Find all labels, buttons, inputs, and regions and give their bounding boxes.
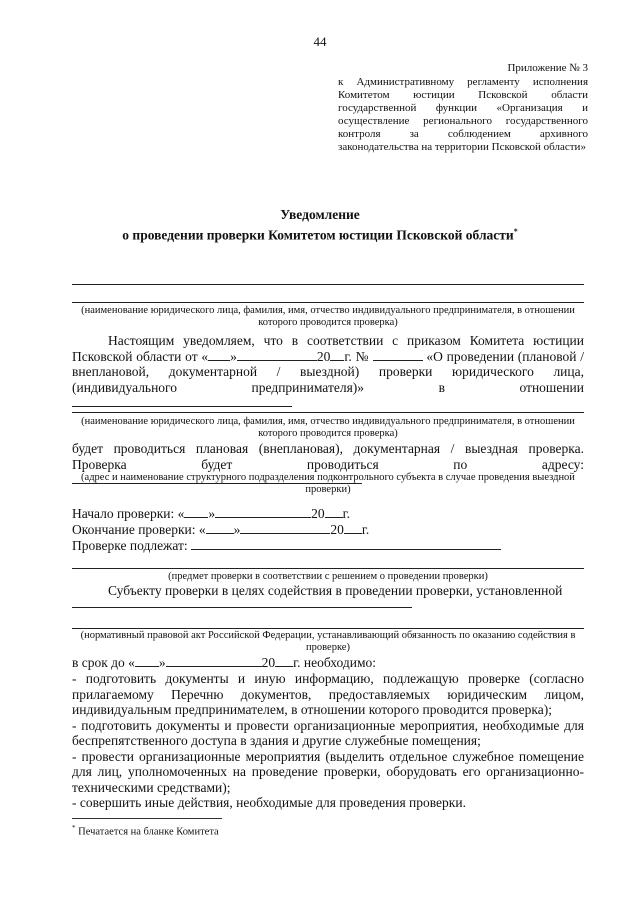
- appendix-text: к Административному регламенту исполнения Комитетом юстиции Псковской области государственной функции «Организация и осуществление регионального государственного контроля за соблюдением архивного законодательства на территории Псковской области»: [338, 76, 588, 153]
- title-line-2: о проведении проверки Комитетом юстиции Псковской области: [122, 227, 514, 243]
- end-text-c: 20: [330, 522, 344, 537]
- notice-text-d: г. №: [344, 348, 369, 364]
- deadline-text-b: »: [158, 655, 166, 670]
- appendix-title: Приложение № 3: [507, 62, 588, 74]
- assist-paragraph: [72, 583, 584, 599]
- order-number-field: [373, 349, 423, 361]
- start-day-field: [184, 506, 208, 518]
- deadline-month-field: [166, 655, 262, 667]
- assist-line-1: [72, 607, 412, 608]
- start-month-field: [215, 506, 311, 518]
- conducted-text: будет проводиться плановая (внеплановая), документарная / выездная проверка. Проверка будет проводиться по адресу:: [72, 441, 584, 472]
- subject-line-2: [72, 568, 584, 569]
- deadline-day-field: [135, 655, 159, 667]
- subject-line: [72, 538, 584, 554]
- deadline-line: [72, 655, 584, 671]
- notice-text-a: Настоящим уведомляем, что в соответствии с приказом Комитета юстиции Псковской области от «: [72, 333, 584, 364]
- list-item: - провести организационные мероприятия (выделить отдельное служебное помещение для лиц, уполномоченных на проведение проверки, оборудовать его организационно-техническими средствами);: [72, 748, 584, 795]
- assist-text: Субъекту проверки в целях содействия в проведении проверки, установленной: [108, 583, 563, 598]
- footnote: [72, 824, 219, 838]
- end-text-b: »: [233, 522, 241, 537]
- title-footnote-mark: *: [513, 227, 518, 236]
- list-item: - совершить иные действия, необходимые для проведения проверки.: [72, 795, 466, 810]
- entity2-line: [72, 412, 584, 413]
- subject-hint: (предмет проверки в соответствии с решением о проведении проверки): [168, 571, 488, 582]
- notice-paragraph: [72, 333, 584, 411]
- address-hint: (адрес и наименование структурного подразделения подконтрольного субъекта в случае проведения выездной проверки): [81, 472, 575, 495]
- end-line: [72, 522, 584, 538]
- items-list: [72, 671, 584, 811]
- start-year-field: [325, 506, 343, 518]
- end-year-field: [344, 522, 362, 534]
- notice-text-c: 20: [316, 348, 331, 364]
- deadline-text-d: г. необходимо:: [293, 655, 376, 670]
- start-text-c: 20: [311, 506, 325, 521]
- end-day-field: [206, 522, 234, 534]
- entity2-hint: (наименование юридического лица, фамилия, имя, отчество индивидуального предпринимателя, в отношении которого проводится проверка): [81, 416, 575, 439]
- appendix-block: [338, 62, 588, 154]
- footnote-mark: *: [72, 824, 76, 832]
- footnote-divider: [72, 818, 222, 819]
- act-hint: (нормативный правовой акт Российской Федерации, устанавливающий обязанность по оказанию содействия в проверке): [80, 630, 576, 653]
- notice-text-e: «О проведении (плановой / внеплановой, документарной / выездной) проверки юридического лица, (индивидуального предпринимателя)» в отношении: [72, 348, 585, 395]
- end-month-field: [240, 522, 330, 534]
- entity-line-1: [72, 284, 584, 285]
- entity-hint: (наименование юридического лица, фамилия, имя, отчество индивидуального предпринимателя, в отношении которого проводится проверка): [81, 305, 575, 328]
- end-text-a: Окончание проверки: «: [72, 522, 206, 537]
- entity-line-2: [72, 302, 584, 303]
- footnote-text: Печатается на бланке Комитета: [78, 826, 219, 838]
- start-text-a: Начало проверки: «: [72, 506, 185, 521]
- start-line: [72, 506, 584, 522]
- notice-text-b: »: [230, 348, 237, 364]
- order-month-field: [237, 349, 317, 361]
- page-number: 44: [313, 34, 327, 49]
- subject-label: Проверке подлежат:: [72, 538, 188, 553]
- list-item: - подготовить документы и провести организационные мероприятия, необходимые для беспрепятственного доступа в здания и другие служебные помещения;: [72, 717, 584, 748]
- end-text-d: г.: [361, 522, 370, 537]
- order-year-field: [330, 349, 344, 361]
- notice-entity-field: [72, 395, 292, 407]
- list-item: - подготовить документы и иную информацию, подлежащую проверке (согласно прилагаемому Перечню документов, предоставляемых юридическим лицом, индивидуальным предпринимателем, в отношении которого проводится проверка);: [72, 671, 584, 717]
- subject-field: [191, 538, 501, 550]
- assist-line-2: [72, 628, 584, 629]
- order-day-field: [208, 349, 230, 361]
- start-text-b: »: [208, 506, 216, 521]
- deadline-year-field: [275, 655, 293, 667]
- deadline-text-c: 20: [261, 655, 276, 670]
- document-title: [0, 206, 640, 244]
- start-text-d: г.: [342, 506, 351, 521]
- deadline-text-a: в срок до «: [72, 655, 135, 670]
- title-line-1: Уведомление: [280, 207, 360, 222]
